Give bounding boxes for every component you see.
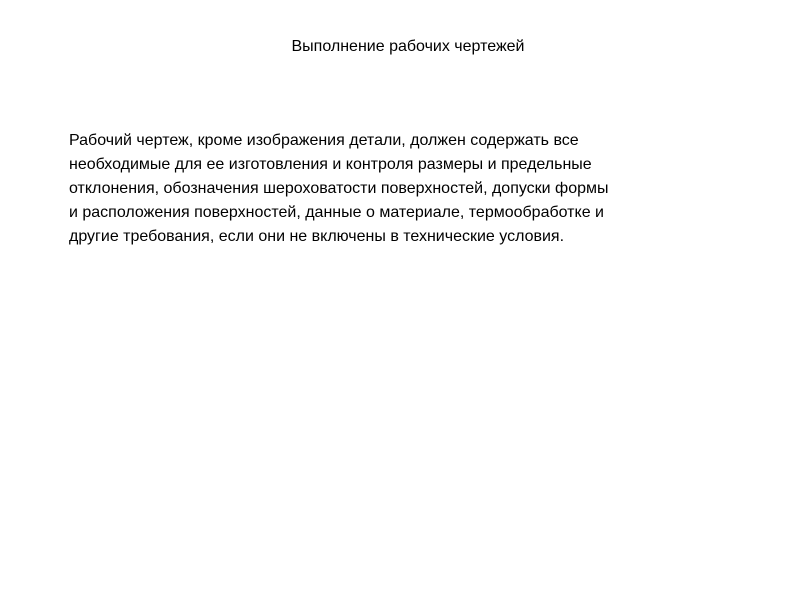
body-line: отклонения, обозначения шероховатости поверхностей, допуски формы [69, 180, 609, 197]
body-line: другие требования, если они не включены в технические условия. [69, 228, 565, 245]
body-line: и расположения поверхностей, данные о материале, термообработке и [69, 204, 604, 221]
slide-title: Выполнение рабочих чертежей [291, 38, 525, 55]
body-line: необходимые для ее изготовления и контроля размеры и предельные [69, 156, 592, 173]
body-line: Рабочий чертеж, кроме изображения детали, должен содержать все [69, 132, 579, 149]
slide-body-text [69, 129, 749, 249]
